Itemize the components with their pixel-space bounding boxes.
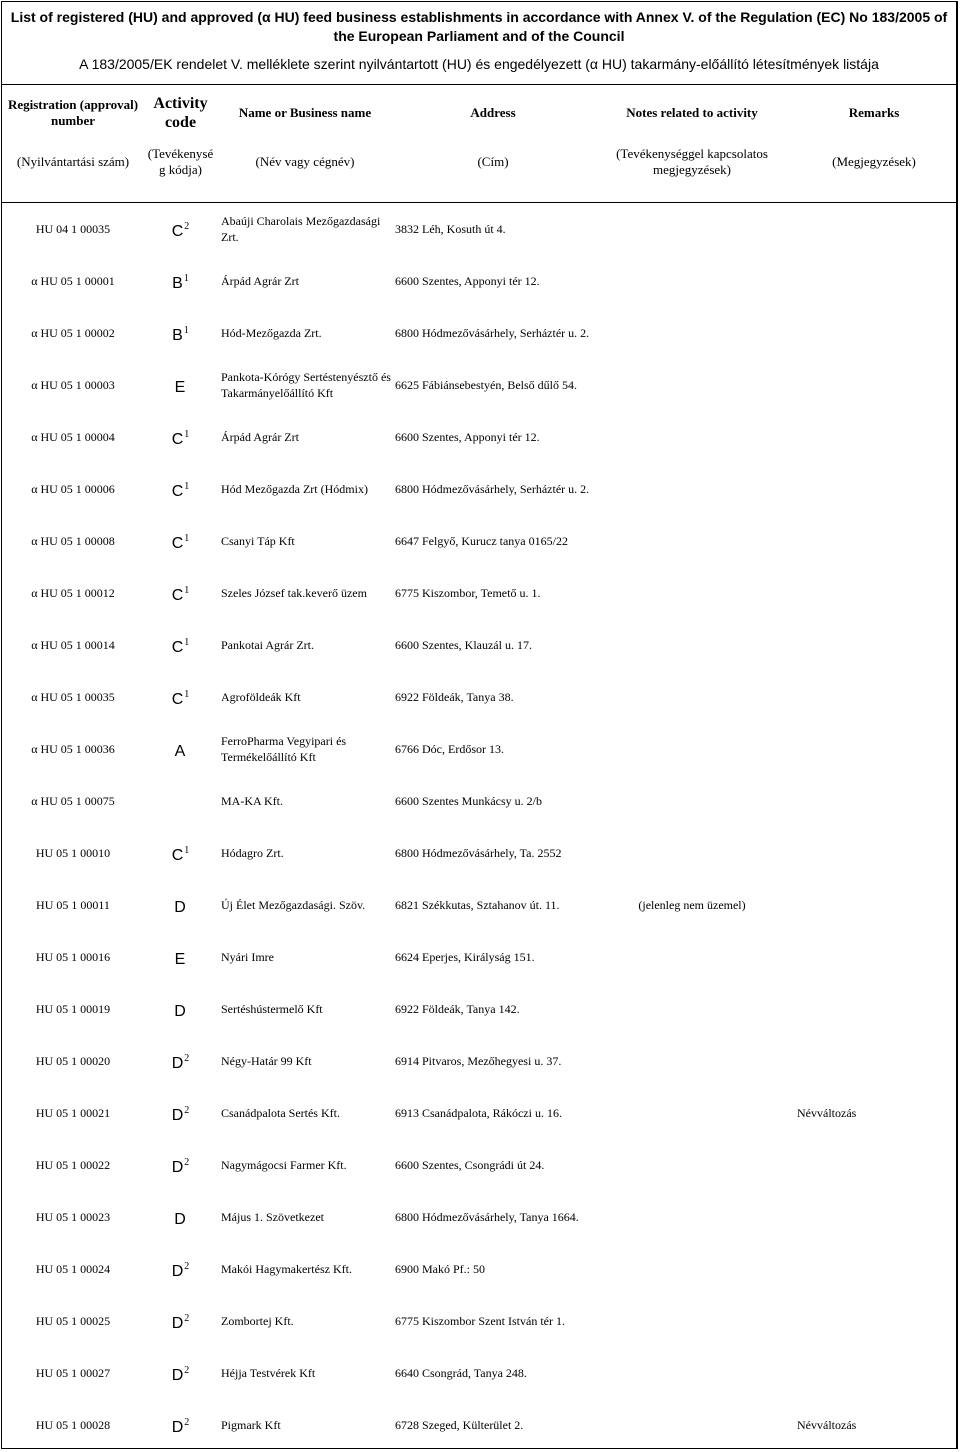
activity-notes [593,775,791,827]
table-row [2,411,957,463]
establishments-table [2,85,957,1451]
activity-notes [593,723,791,775]
activity-notes [593,203,791,256]
registration-number: α HU 05 1 00012 [31,586,115,600]
activity-code [144,879,217,931]
registration-number: α HU 05 1 00001 [31,274,115,288]
header-activity-code-hu: (Tevékenysé g kódja) [147,146,214,177]
remarks [791,931,957,983]
activity-code-letter: C [171,846,184,864]
address: 6647 Felgyő, Kurucz tanya 0165/22 [395,534,568,548]
table-row [2,203,957,256]
activity-code-superscript: 2 [184,1260,190,1272]
activity-code-letter: D [171,1054,184,1072]
activity-notes [593,1139,791,1191]
registration-number: α HU 05 1 00002 [31,326,115,340]
activity-code [144,411,217,463]
address: 3832 Léh, Kosuth út 4. [395,222,506,236]
activity-notes [593,1295,791,1347]
remarks [791,1191,957,1243]
business-name: Abaúji Charolais Mezőgazdasági Zrt. [221,214,381,244]
activity-code-letter: D [174,898,186,916]
header-name: Name or Business name [238,105,372,120]
business-name: Makói Hagymakertész Kft. [221,1262,352,1276]
table-row [2,567,957,619]
activity-code-superscript: 1 [183,272,189,284]
business-name: Héjja Testvérek Kft [221,1366,316,1380]
activity-code [144,515,217,567]
table-row [2,827,957,879]
registration-number: HU 04 1 00035 [35,222,111,236]
address: 6600 Szentes, Csongrádi út 24. [395,1158,545,1172]
remarks [791,203,957,256]
activity-code-letter: D [174,1002,186,1020]
activity-code [144,1399,217,1451]
table-row [2,1347,957,1399]
activity-code-letter: A [174,742,186,760]
activity-code [144,1139,217,1191]
registration-number: α HU 05 1 00014 [31,638,115,652]
activity-code-superscript: 2 [184,1364,190,1376]
registration-number: HU 05 1 00016 [35,950,111,964]
remarks [791,463,957,515]
business-name: Május 1. Szövetkezet [221,1210,324,1224]
registration-number: α HU 05 1 00035 [31,690,115,704]
remarks [791,567,957,619]
remarks [791,255,957,307]
activity-code-superscript: 2 [184,1416,190,1428]
activity-code-letter: D [171,1106,184,1124]
activity-code-superscript: 2 [184,1052,190,1064]
registration-number: HU 05 1 00023 [35,1210,111,1224]
activity-code [144,1191,217,1243]
header-registration: Registration (approval) number [7,97,139,128]
activity-code-superscript: 2 [184,1156,190,1168]
table-row [2,307,957,359]
activity-code-letter: C [171,430,184,448]
activity-notes [593,567,791,619]
business-name: Zombortej Kft. [221,1314,294,1328]
activity-notes [593,1347,791,1399]
registration-number: α HU 05 1 00004 [31,430,115,444]
business-name: Hód Mezőgazda Zrt (Hódmix) [221,482,368,496]
activity-code-letter: C [171,586,184,604]
address: 6821 Székkutas, Sztahanov út. 11. [395,898,560,912]
activity-code-letter: B [172,274,183,292]
activity-notes [593,1243,791,1295]
activity-code-letter: C [171,534,184,552]
activity-notes [593,463,791,515]
registration-number: HU 05 1 00022 [35,1158,111,1172]
activity-code-letter: C [171,638,184,656]
address: 6625 Fábiánsebestyén, Belső dűlő 54. [395,378,577,392]
activity-code-letter: C [171,482,184,500]
header-remarks-hu: (Megjegyzések) [832,154,916,169]
activity-notes [593,931,791,983]
activity-code [144,619,217,671]
table-row [2,775,957,827]
activity-code [144,775,217,827]
address: 6766 Dóc, Erdősor 13. [395,742,504,756]
remarks [791,359,957,411]
remarks [791,411,957,463]
title-english: List of registered (HU) and approved (α HU) feed business establishments in accordance with Annex V. of the Regulation (EC) No 183/2005 of the European Parliament and of the Council [10,9,948,44]
activity-code-superscript: 1 [184,480,190,492]
header-notes: Notes related to activity [626,105,758,120]
activity-code-letter: C [171,690,184,708]
address: 6900 Makó Pf.: 50 [395,1262,485,1276]
remarks [791,983,957,1035]
business-name: Szeles József tak.keverő üzem [221,586,367,600]
remarks [791,879,957,931]
table-row [2,1087,957,1139]
activity-code-letter: E [174,950,186,968]
registration-number: HU 05 1 00011 [36,898,110,912]
registration-number: HU 05 1 00024 [35,1262,111,1276]
address: 6624 Eperjes, Királyság 151. [395,950,535,964]
business-name: Árpád Agrár Zrt [221,430,299,444]
remarks [791,723,957,775]
registration-number: HU 05 1 00028 [35,1418,111,1432]
business-name: Csanádpalota Sertés Kft. [221,1106,340,1120]
business-name: Nagymágocsi Farmer Kft. [221,1158,347,1172]
table-row [2,1035,957,1087]
registration-number: HU 05 1 00010 [35,846,111,860]
business-name: Négy-Határ 99 Kft [221,1054,312,1068]
table-row [2,1139,957,1191]
activity-code [144,671,217,723]
address: 6922 Földeák, Tanya 142. [395,1002,520,1016]
registration-number: α HU 05 1 00036 [31,742,115,756]
business-name: Hód-Mezőgazda Zrt. [221,326,322,340]
address: 6775 Kiszombor, Temető u. 1. [395,586,541,600]
remarks [791,619,957,671]
activity-notes [593,255,791,307]
address: 6775 Kiszombor Szent István tér 1. [395,1314,565,1328]
activity-notes [593,411,791,463]
table-row [2,463,957,515]
activity-code-letter: C [171,222,184,240]
remarks [791,827,957,879]
table-row [2,359,957,411]
table-row [2,1295,957,1347]
table-header [2,85,957,203]
activity-code-letter: D [171,1418,184,1436]
table-row [2,1191,957,1243]
registration-number: α HU 05 1 00003 [31,378,115,392]
header-notes-hu: (Tevékenységgel kapcsolatos megjegyzések) [616,146,768,177]
business-name: Árpád Agrár Zrt [221,274,299,288]
business-name: MA-KA Kft. [221,794,283,808]
title-hungarian: A 183/2005/EK rendelet V. melléklete szerint nyilvántartott (HU) és engedélyezett (α HU) takarmány-előállító létesítmények listája [79,56,879,72]
activity-code-letter: D [171,1366,184,1384]
activity-code [144,255,217,307]
address: 6600 Szentes, Klauzál u. 17. [395,638,532,652]
activity-code [144,1243,217,1295]
activity-code [144,359,217,411]
address: 6600 Szentes Munkácsy u. 2/b [395,794,542,808]
header-address-hu: (Cím) [477,154,509,169]
activity-code-superscript: 1 [184,688,190,700]
address: 6800 Hódmezővásárhely, Serháztér u. 2. [395,482,590,496]
activity-notes [593,359,791,411]
table-row [2,255,957,307]
activity-notes [593,1191,791,1243]
address: 6600 Szentes, Apponyi tér 12. [395,274,540,288]
activity-code [144,827,217,879]
activity-code-letter: E [174,378,186,396]
business-name: Pankota-Kórógy Sertéstenyésztő és Takarmányelőállító Kft [221,370,391,400]
activity-notes [593,515,791,567]
registration-number: HU 05 1 00027 [35,1366,111,1380]
registration-number: HU 05 1 00025 [35,1314,111,1328]
address: 6800 Hódmezővásárhely, Ta. 2552 [395,846,562,860]
address: 6728 Szeged, Külterület 2. [395,1418,524,1432]
business-name: Hódagro Zrt. [221,846,284,860]
header-remarks: Remarks [848,105,900,120]
business-name: Csanyi Táp Kft [221,534,295,548]
table-row [2,619,957,671]
table-row [2,671,957,723]
activity-code [144,567,217,619]
activity-code-letter: B [172,326,183,344]
registration-number: α HU 05 1 00075 [31,794,115,808]
activity-code-superscript: 1 [183,324,189,336]
remarks [791,515,957,567]
activity-notes [593,1399,791,1451]
remarks [791,775,957,827]
header-address: Address [470,105,516,120]
business-name: Pigmark Kft [221,1418,281,1432]
activity-code-superscript: 1 [184,584,190,596]
activity-code-letter: D [174,1210,186,1228]
activity-notes [593,1035,791,1087]
activity-code [144,723,217,775]
remarks [791,1035,957,1087]
activity-code-superscript: 1 [184,636,190,648]
document-page [1,1,958,1449]
table-row [2,1243,957,1295]
activity-notes [593,827,791,879]
activity-code [144,1295,217,1347]
activity-code [144,983,217,1035]
header-registration-hu: (Nyilvántartási szám) [16,154,130,169]
activity-notes [593,307,791,359]
remarks [791,1347,957,1399]
registration-number: HU 05 1 00021 [35,1106,111,1120]
activity-code [144,1035,217,1087]
address: 6922 Földeák, Tanya 38. [395,690,514,704]
activity-notes [593,1087,791,1139]
table-row [2,983,957,1035]
remarks: Névváltozás [797,1106,857,1120]
table-row [2,879,957,931]
activity-code-letter: D [171,1158,184,1176]
remarks [791,307,957,359]
activity-notes [593,619,791,671]
address: 6800 Hódmezővásárhely, Serháztér u. 2. [395,326,590,340]
table-row [2,723,957,775]
activity-code-letter: D [171,1314,184,1332]
business-name: FerroPharma Vegyipari és Termékelőállító Kft [221,734,347,764]
remarks [791,671,957,723]
business-name: Pankotai Agrár Zrt. [221,638,314,652]
activity-notes [593,983,791,1035]
activity-code-superscript: 2 [184,1104,190,1116]
activity-notes: (jelenleg nem üzemel) [638,898,746,912]
activity-code [144,463,217,515]
header-name-hu: (Név vagy cégnév) [255,154,355,169]
business-name: Sertéshústermelő Kft [221,1002,323,1016]
table-row [2,931,957,983]
title-block [2,2,956,85]
business-name: Új Élet Mezőgazdasági. Szöv. [221,898,366,912]
registration-number: HU 05 1 00020 [35,1054,111,1068]
activity-code [144,203,217,256]
remarks [791,1139,957,1191]
table-row [2,1399,957,1451]
activity-code-letter: D [171,1262,184,1280]
activity-notes [593,671,791,723]
activity-code-superscript: 1 [184,844,190,856]
remarks [791,1295,957,1347]
activity-code-superscript: 1 [184,532,190,544]
remarks [791,1243,957,1295]
activity-code [144,1347,217,1399]
business-name: Nyári Imre [221,950,274,964]
address: 6800 Hódmezővásárhely, Tanya 1664. [395,1210,579,1224]
activity-code [144,1087,217,1139]
registration-number: α HU 05 1 00008 [31,534,115,548]
activity-code-superscript: 1 [184,428,190,440]
activity-code-superscript: 2 [184,220,190,232]
registration-number: α HU 05 1 00006 [31,482,115,496]
address: 6913 Csanádpalota, Rákóczi u. 16. [395,1106,562,1120]
activity-code [144,931,217,983]
header-activity-code: Activity code [153,95,208,131]
remarks: Névváltozás [797,1418,857,1432]
activity-code-superscript: 2 [184,1312,190,1324]
table-row [2,515,957,567]
header-divider [2,190,957,203]
activity-code [144,307,217,359]
table-body [2,203,957,1452]
address: 6600 Szentes, Apponyi tér 12. [395,430,540,444]
address: 6640 Csongrád, Tanya 248. [395,1366,527,1380]
business-name: Agroföldeák Kft [221,690,301,704]
registration-number: HU 05 1 00019 [35,1002,111,1016]
address: 6914 Pitvaros, Mezőhegyesi u. 37. [395,1054,562,1068]
